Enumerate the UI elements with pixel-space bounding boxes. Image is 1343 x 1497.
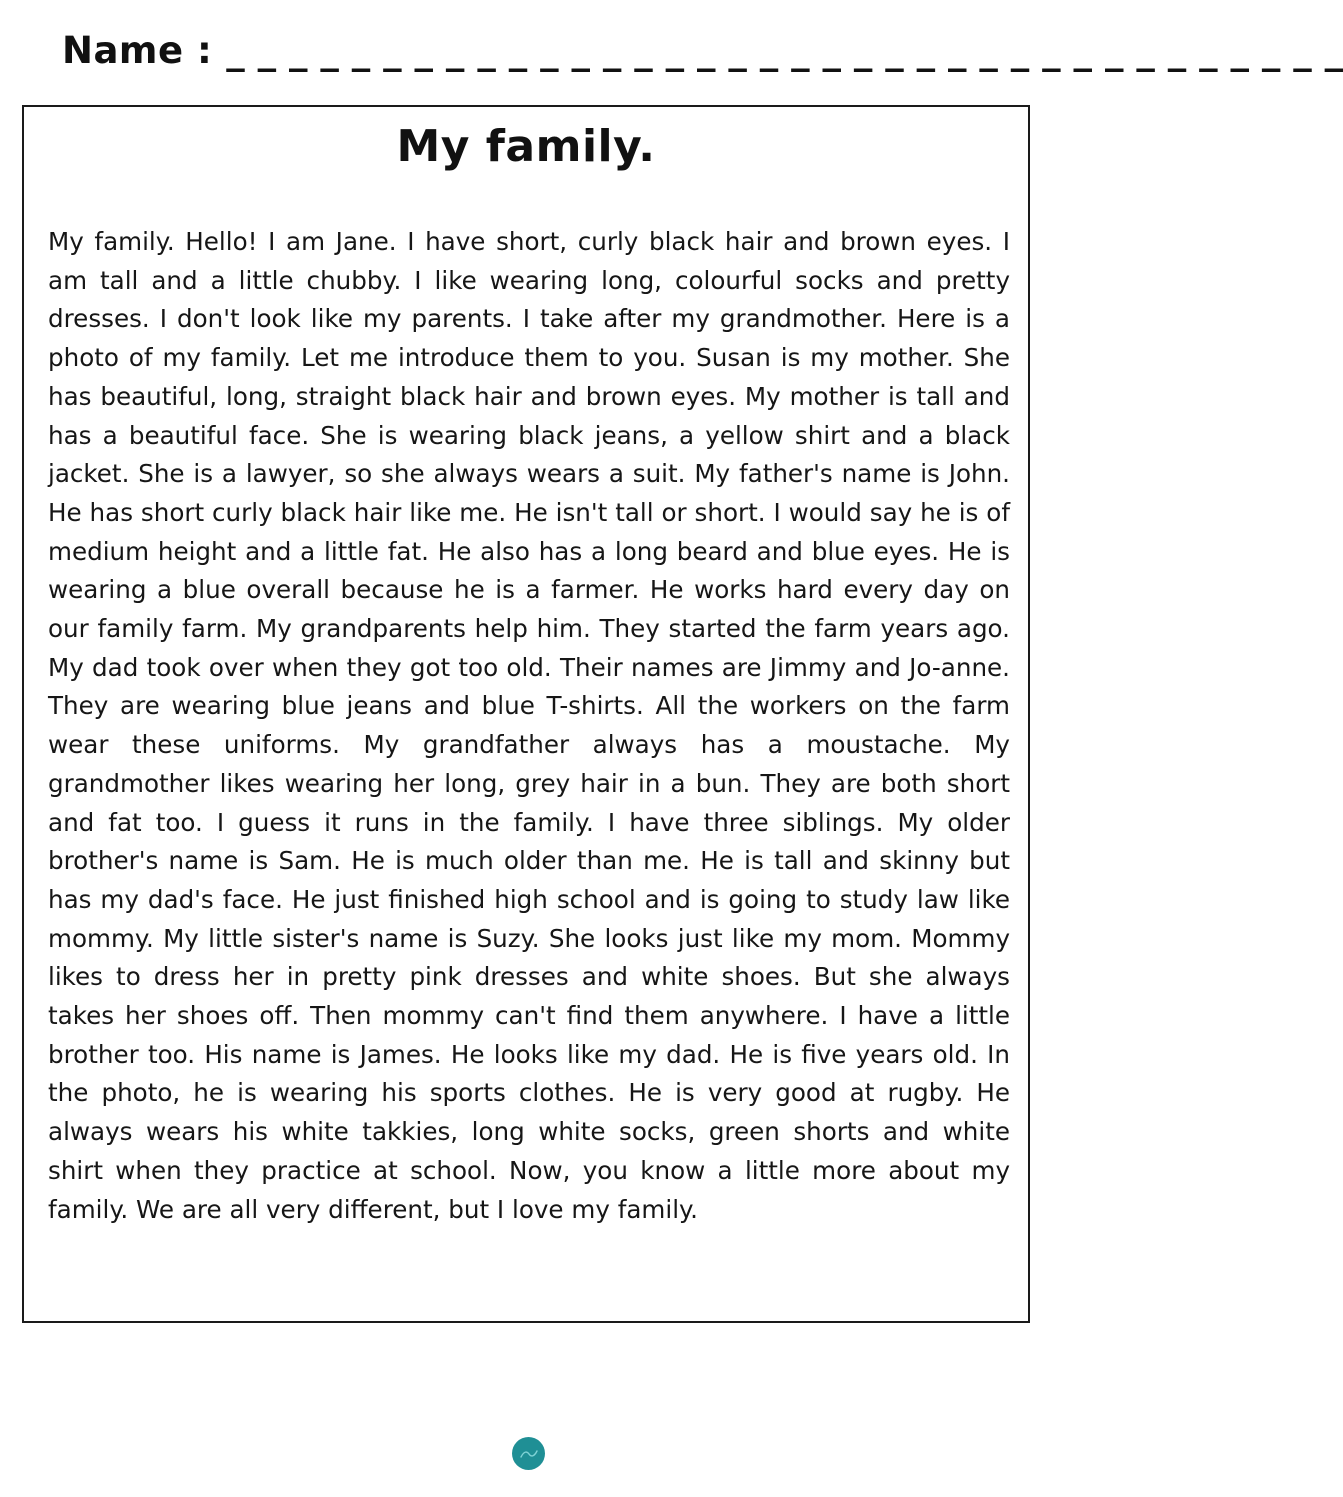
name-label: Name : (62, 28, 213, 72)
logo-mark-icon (519, 1448, 539, 1460)
name-field-line (62, 22, 1343, 78)
publisher-logo-icon (512, 1437, 545, 1470)
reading-passage: My family. Hello! I am Jane. I have short, curly black hair and brown eyes. I am tall and a little chubby. I like wearing long, colourful socks and pretty dresses. I don't look like my parents. I take after my grandmother. Here is a photo of my family. Let me introduce them to you. Susan is my mother. She has beautiful, long, straight black hair and brown eyes. My mother is tall and has a beautiful face. She is wearing black jeans, a yellow shirt and a black jacket. She is a lawyer, so she always wears a suit. My father's name is John. He has short curly black hair like me. He isn't tall or short. I would say he is of medium height and a little fat. He also has a long beard and blue eyes. He is wearing a blue overall because he is a farmer. He works hard every day on our family farm. My grandparents help him. They started the farm years ago. My dad took over when they got too old. Their names are Jimmy and Jo-anne. They are wearing blue jeans and blue T-shirts. All the workers on the farm wear these uniforms. My grandfather always has a moustache. My grandmother likes wearing her long, grey hair in a bun. They are both short and fat too. I guess it runs in the family. I have three siblings. My older brother's name is Sam. He is much older than me. He is tall and skinny but has my dad's face. He just finished high school and is going to study law like mommy. My little sister's name is Suzy. She looks just like my mom. Mommy likes to dress her in pretty pink dresses and white shoes. But she always takes her shoes off. Then mommy can't find them anywhere. I have a little brother too. His name is James. He looks like my dad. He is five years old. In the photo, he is wearing his sports clothes. He is very good at rugby. He always wears his white takkies, long white socks, green shorts and white shirt when they practice at school. Now, you know a little more about my family. We are all very different, but I love my family. (48, 227, 1010, 1224)
name-blank-line: _ _ _ _ _ _ _ _ _ _ _ _ _ _ _ _ _ _ _ _ _ _ _ _ _ _ _ _ _ _ _ _ _ _ _ _ (226, 28, 1343, 72)
reading-passage-box (22, 105, 1030, 1323)
worksheet-title: My family. (396, 121, 656, 172)
